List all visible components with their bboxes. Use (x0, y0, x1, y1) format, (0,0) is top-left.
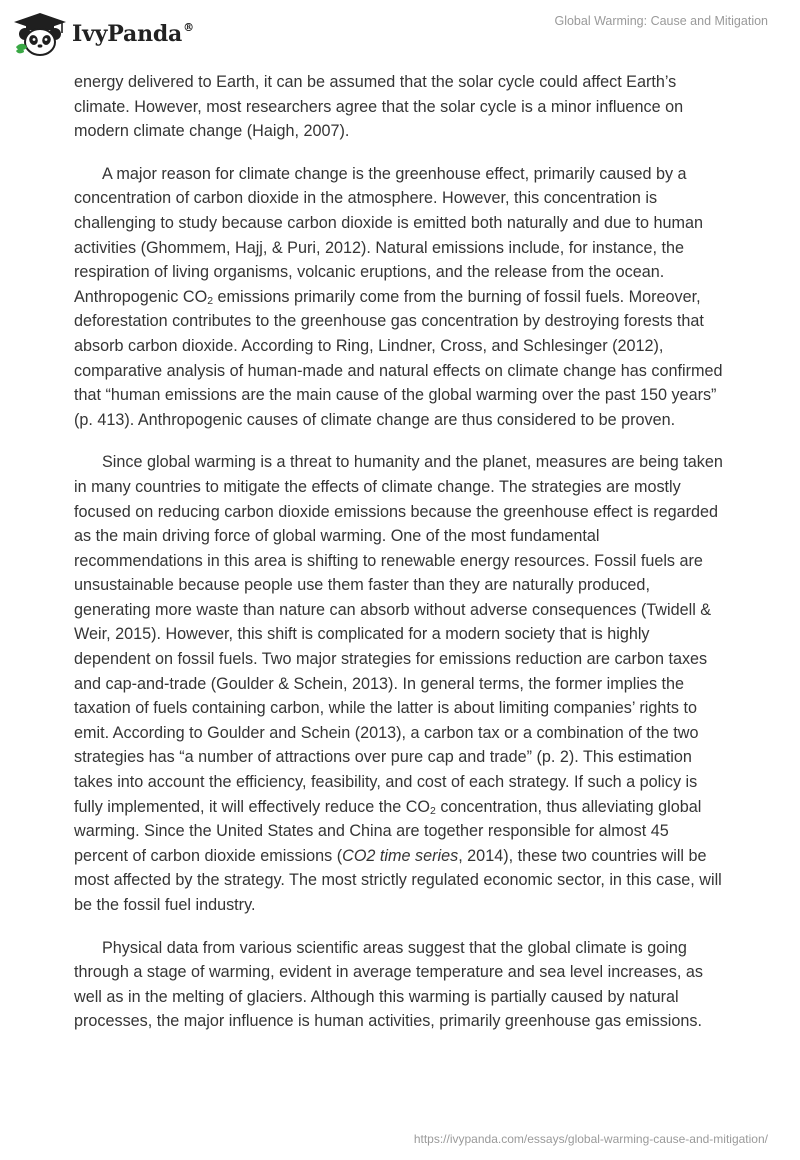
subscript-2: 2 (207, 294, 214, 307)
page-header (0, 0, 800, 70)
ivypanda-logo-link[interactable] (12, 9, 194, 59)
paragraph-greenhouse-effect: A major reason for climate change is the greenhouse effect, primarily caused by a concentration of carbon dioxide in the atmosphere. However, this concentration is challenging to study because carbon dioxide is emitted both naturally and due to human activities (Ghommem, Hajj, & Puri, 2012). Natural emissions include, for instance, the respiration of living organisms, volcanic eruptions, and the release from the ocean. Anthropogenic $CO_2$ emissions primarily come from the burning of fossil fuels. Moreover, deforestation contributes to the greenhouse gas concentration by destroying forests that absorb carbon dioxide. According to Ring, Lindner, Cross, and Schlesinger (2012), comparative analysis of human-made and natural effects on climate change has confirmed that “human emissions are the main cause of the global warming over the past 150 years” (p. 413). Anthropogenic causes of climate change are thus considered to be proven. (74, 164, 723, 429)
document-title: Global Warming: Cause and Mitigation (554, 14, 768, 28)
paragraph-conclusion: Physical data from various scientific areas suggest that the global climate is going through a stage of warming, evident in average temperature and sea level increases, as well as in the melting of glaciers. Although this warming is partially caused by natural processes, the major influence is human activities, primarily greenhouse gas emissions. (74, 938, 703, 1031)
subscript-2: 2 (429, 804, 436, 817)
paragraph-mitigation: Since global warming is a threat to humanity and the planet, measures are being taken in many countries to mitigate the effects of climate change. The strategies are mostly focused on reducing carbon dioxide emissions because the greenhouse effect is regarded as the main driving force of global warming. One of the most fundamental recommendations in this area is shifting to renewable energy resources. Fossil fuels are unsustainable because people use them faster than they are naturally produced, generating more waste than nature can absorb without adverse consequences (Twidell & Weir, 2015). However, this shift is complicated for a modern society that is highly dependent on fossil fuels. Two major strategies for emissions reduction are carbon taxes and cap-and-trade (Goulder & Schein, 2013). In general terms, the former implies the taxation of fuels containing carbon, while the latter is about limiting companies’ rights to emit. According to Goulder and Schein (2013), a carbon tax or a combination of the two strategies has “a number of attractions over pure cap and trade” (p. 2). This estimation takes into account the efficiency, feasibility, and cost of each strategy. If such a policy is fully implemented, it will effectively reduce the $CO_2$ concentration, thus alleviating global warming. Since the United States and China are together responsible for almost 45 percent of carbon dioxide emissions (CO2 time series, 2014), these two countries will be most affected by the strategy. The most strictly regulated economic sector, in this case, will be the fossil fuel industry. (74, 453, 723, 914)
brand-name: IvyPanda® (72, 21, 194, 47)
citation-italic: CO2 time series (342, 846, 459, 865)
registered-mark: ® (183, 21, 194, 34)
source-url-link[interactable]: https://ivypanda.com/essays/global-warming-cause-and-mitigation/ (413, 1132, 768, 1146)
paragraph-solar-cycle: energy delivered to Earth, it can be assumed that the solar cycle could affect Earth’s climate. However, most researchers agree that the solar cycle is a minor influence on modern climate change (Haigh, 2007). (74, 73, 684, 141)
panda-graduation-icon (12, 11, 68, 57)
essay-body (74, 70, 726, 1052)
